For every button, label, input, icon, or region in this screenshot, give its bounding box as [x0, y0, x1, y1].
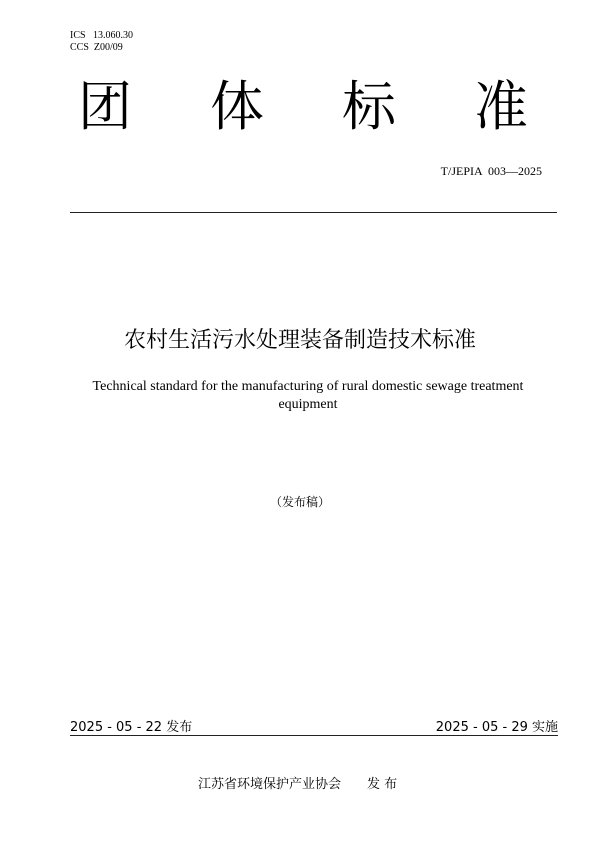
issue-label: 发 布: [367, 777, 398, 792]
chinese-title: 农村生活污水处理装备制造技术标准: [123, 328, 476, 353]
title-char: 团: [78, 75, 132, 138]
ccs-code: CCS Z00/09: [70, 42, 123, 53]
publish-date: 2025 - 05 - 22 发布: [70, 720, 193, 735]
document-type-title: [78, 72, 528, 142]
issuer-name: 江苏省环境保护产业协会: [198, 777, 342, 792]
bottom-divider: [70, 735, 558, 736]
standard-number: T/JEPIA 003—2025: [440, 164, 542, 178]
title-char: 体: [210, 75, 264, 138]
english-title: Technical standard for the manufacturing of rural domestic sewage treatment equipment: [92, 379, 524, 412]
title-char: 准: [474, 75, 528, 138]
top-divider: [70, 212, 557, 213]
ics-code: ICS 13.060.30: [70, 30, 134, 41]
title-char: 标: [342, 75, 396, 138]
issuer-line: [198, 776, 397, 794]
implement-date: 2025 - 05 - 29 实施: [435, 720, 558, 735]
release-status: （发布稿）: [269, 495, 330, 509]
